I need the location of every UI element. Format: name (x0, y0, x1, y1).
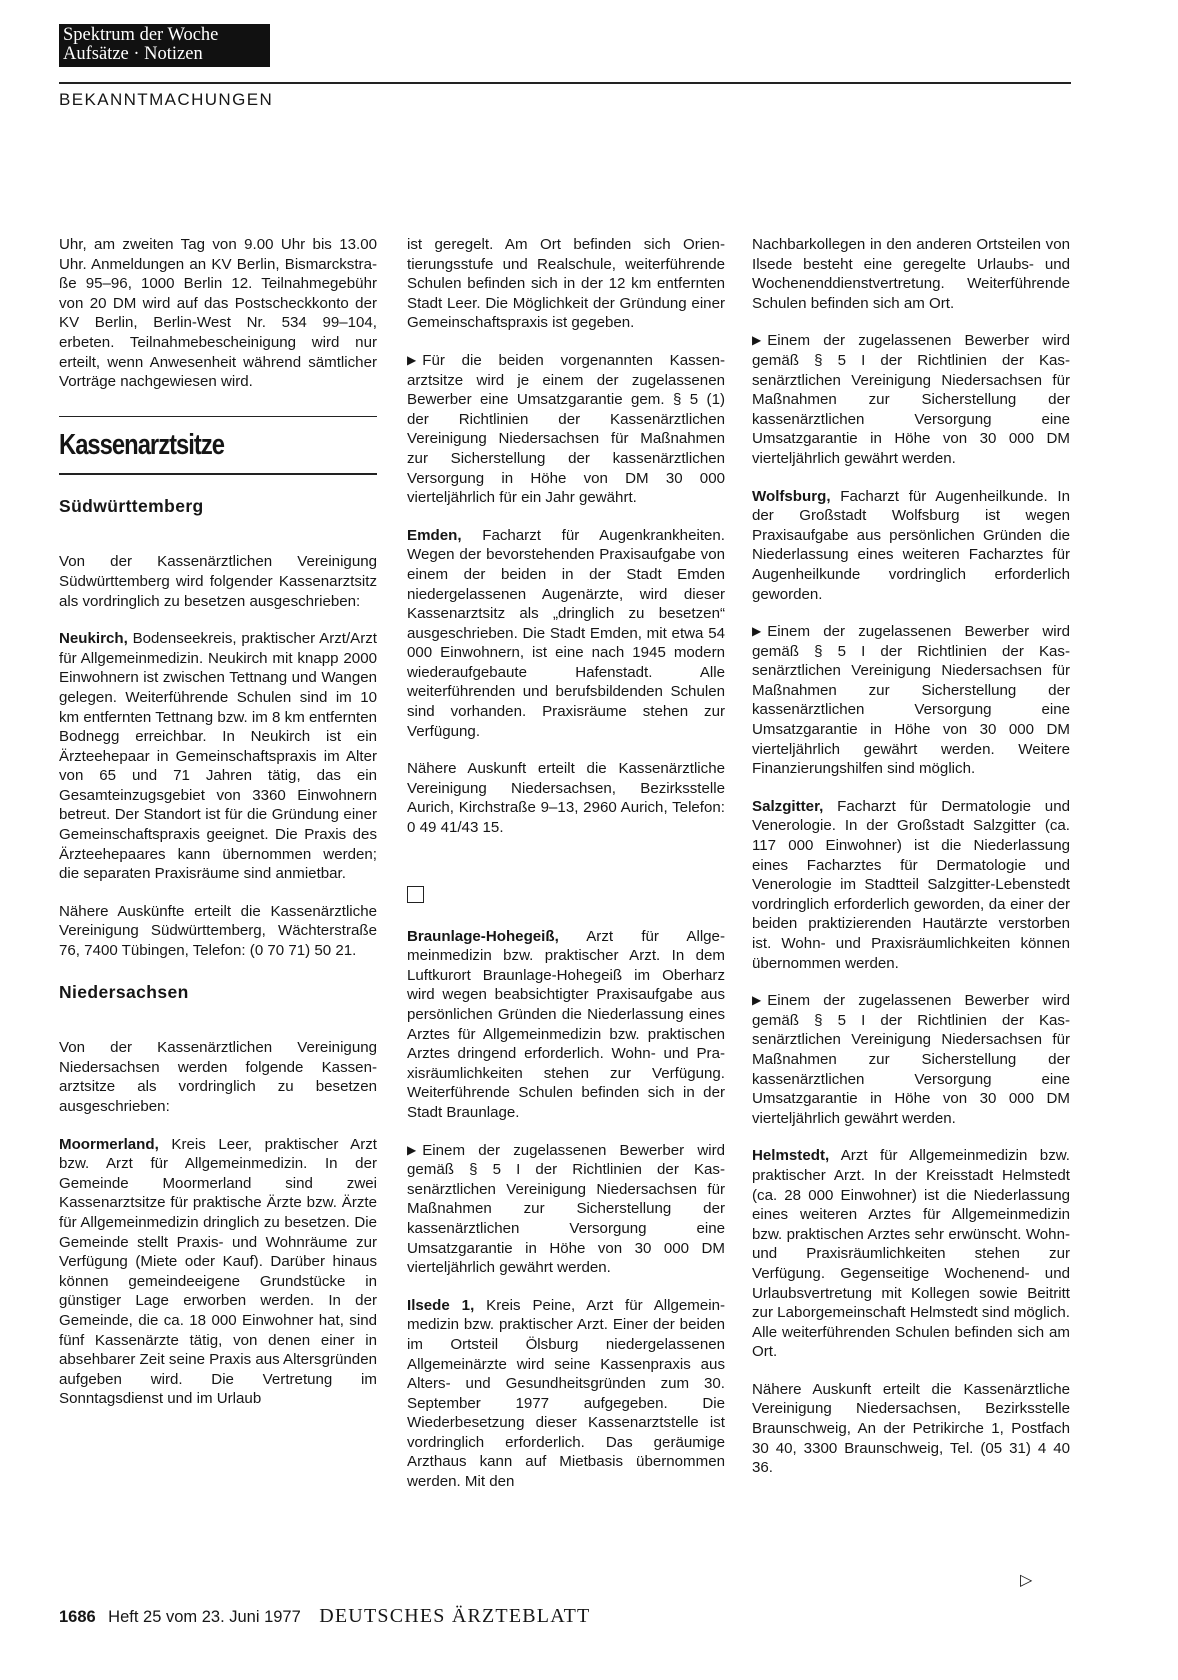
listing-text: Facharzt für Dermatologie und Venerologie. In der Großstadt Salzgitter (ca. 117 000 Einwohner) ist die Niederlassung eines Facharztes für Dermatologie und Venerologie im Stadtteil Salzgitter-Lebenstedt vordringlich erforderlich geworden, da einer der beiden praktizierenden Hautärzte verstorben ist. Wohn- und Praxisräumlichkeiten können übernommen werden. (752, 797, 1070, 972)
paragraph-text: Für die beiden vorgenannten Kassenarztsitze wird je einem der zugelassenen Bewerber eine Umsatzgarantie gem. § 5 (1) der Richtlinien der Kassenärztlichen Vereinigung Niedersachsen für Maßnahmen zur Sicherstellung der kassenärztlichen Versorgung in Höhe von DM 30 000 vierteljährlich für ein Jahr gewährt. (407, 351, 725, 507)
top-rule (59, 82, 1071, 84)
triangle-bullet-icon: ▶ (752, 624, 762, 639)
col3-paragraph-1: Nachbarkollegen in den anderen Ortsteilen von Ilsede besteht eine geregelte Urlaubs- und Wochenenddienstvertretung. Weiterführende Schulen befinden sich am Ort. (752, 236, 1070, 312)
listing-text: Bodenseekreis, praktischer Arzt/Arzt für Allgemeinmedizin. Neukirch mit knapp 2000 Einwohnern ist zwischen Tettnang und Wangen gelegen. Weiterführende Schulen sind im 10 km entfernten Tettnang bzw. im 8 km entfernten Bodnegg erreichbar. In Neukirch ist ein Ärzteehepaar in Gemeinschaftspraxis im Alter von 65 und 71 Jahren tätig, das ein Gesamteinzugsgebiet von 3360 Einwohnern betreut. Der Standort ist für die Gründung einer Gemeinschaftspraxis geeignet. Die Praxis des Ärzteehepaares kann übernommen werden; die separaten Praxisräume sind anmietbar. (59, 630, 377, 883)
triangle-bullet-icon: ▶ (752, 993, 762, 1008)
col2-paragraph-1: ist geregelt. Am Ort befinden sich Orientierungsstufe und Realschule, weiterführende Schulen befinden sich in der 12 km entfernten Stadt Leer. Die Möglichkeit der Gründung einer Gemeinschaftspraxis ist gegeben. (407, 236, 725, 332)
col2-paragraph-4 (407, 1141, 725, 1278)
title-rule-top (59, 416, 377, 418)
triangle-bullet-icon: ▶ (407, 1142, 417, 1157)
col1-intro: Uhr, am zweiten Tag von 9.00 Uhr bis 13.00 Uhr. Anmeldungen an KV Berlin, Bismarckstraße 95–96, 1000 Berlin 12. Teilnahmegebühr von 20 DM wird auf das Postscheckkonto der KV Berlin, Berlin-West Nr. 534 99–104, erbeten. Teilnahmebescheinigung wird nur erteilt, wenn Anwesenheit während sämtlicher Vorträge nachgewiesen wird. (59, 236, 377, 391)
paragraph-text: Einem der zugelassenen Bewerber wird gemäß § 5 I der Richtlinien der Kassenärztlichen Vereinigung Niedersachsen für Maßnahmen zur Sicherstellung der kassenärztlichen Versorgung eine Umsatzgarantie in Höhe von 30 000 DM vierteljährlich gewährt werden. Weitere Finanzierungshilfen sind möglich. (752, 623, 1070, 778)
listing-text: Kreis Leer, praktischer Arzt bzw. Arzt für Allgemeinmedizin. In der Gemeinde Moormerland sind zwei Kassenarztsitze für praktische Ärzte bzw. Ärzte für Allgemeinmedizin dringlich zu besetzen. Die Gemeinde stellt Praxis- und Wohnräume zur Verfügung (Miete oder Kauf). Darüber hinaus können gemeindeeigene Grundstücke in günstiger Lage erworben werden. In der Gemeinde, die ca. 18 000 Einwohner hat, sind fünf Kassenärzte tätig, von denen einer in absehbarer Zeit seine Praxis aus Altersgründen aufgeben wird. Die Vertretung im Sonntagsdienst und im Urlaub (59, 1135, 377, 1408)
region-heading-niedersachsen: Niedersachsen (59, 981, 189, 1002)
col2-paragraph-3: Nähere Auskunft erteilt die Kassenärztliche Vereinigung Niedersachsen, Bezirksstelle Aurich, Kirchstraße 9–13, 2960 Aurich, Telefon: 0 49 41/43 15. (407, 760, 725, 837)
column-1 (59, 235, 377, 1427)
paragraph-text: Einem der zugelassenen Bewerber wird gemäß § 5 I der Richtlinien der Kassenärztlichen Vereinigung Niedersachsen für Maßnahmen zur Sicherstellung der kassenärztlichen Versorgung eine Umsatzgarantie in Höhe von 30 000 DM vierteljährlich gewährt werden. (407, 1141, 725, 1277)
listing-text: Facharzt für Augenkrankheiten. Wegen der bevorstehenden Praxisaufgabe von einem der beiden in der Stadt Emden niedergelassenen Augenärzte, wird dieser Kassenarztsitz als „dringlich zu besetzen“ ausgeschrieben. Die Stadt Emden, mit etwa 54 000 Einwohnern, ist eine nach 1945 modern wiederaufgebaute Hafenstadt. Alle weiterführenden und berufsbildenden Schulen sind vorhanden. Praxisräume stehen zur Verfügung. (407, 526, 725, 740)
listing-neukirch (59, 629, 377, 884)
col1-paragraph-2: Nähere Auskünfte erteilt die Kassenärztliche Vereinigung Südwürttemberg, Wächterstraße 76, 7400 Tübingen, Telefon: (0 70 71) 50 21. (59, 902, 377, 960)
col3-paragraph-3 (752, 622, 1070, 779)
listing-wolfsburg (752, 487, 1070, 605)
masthead-line-1: Spektrum der Woche (63, 25, 219, 45)
listing-text: Arzt für Allgemeinmedizin bzw. praktischer Arzt. In der Kreisstadt Helmstedt (ca. 28 000 Einwohner) ist die Niederlassung eines weiteren Arztes für Allgemeinmedizin bzw. praktischen Arztes sehr erwünscht. Wohn- und Praxisräumlichkeiten stehen zur Verfügung. Gegenseitige Wochenend- und Urlaubsvertretung mit Kollegen sowie Beitritt zur Laborgemeinschaft Helmstedt sind möglich. Alle weiterführenden Schulen befinden sich am Ort. (752, 1147, 1070, 1361)
listing-name: Braunlage-Hohegeiß, (407, 927, 559, 945)
section-box-icon (407, 886, 424, 903)
listing-name: Moormerland, (59, 1135, 159, 1153)
journal-name: DEUTSCHES ÄRZTEBLATT (319, 1605, 591, 1627)
triangle-bullet-icon: ▶ (407, 352, 417, 367)
listing-salzgitter (752, 797, 1070, 973)
listing-braunlage (407, 927, 725, 1123)
listing-name: Helmstedt, (752, 1147, 830, 1165)
paragraph-text: Einem der zugelassenen Bewerber wird gemäß § 5 I der Richtlinien der Kassenärztlichen Vereinigung Niedersachsen für Maßnahmen zur Sicherstellung der kassenärztlichen Versorgung eine Umsatzgarantie in Höhe von 30 000 DM vierteljährlich gewährt werden. (752, 332, 1070, 467)
paragraph-text: Einem der zugelassenen Bewerber wird gemäß § 5 I der Richtlinien der Kassenärztlichen Vereinigung Niedersachsen für Maßnahmen zur Sicherstellung der kassenärztlichen Versorgung eine Umsatzgarantie in Höhe von 30 000 DM vierteljährlich gewährt werden. (752, 992, 1070, 1127)
listing-text: Kreis Peine, Arzt für Allgemeinmedizin bzw. praktischer Arzt. Einer der beiden im Ortsteil Ölsburg niedergelassenen Allgemeinärzte wird seine Kassenpraxis aus Alters- und Gesundheitsgründen zum 30. September 1977 aufgegeben. Die Wiederbesetzung dieser Kassenarztstelle ist vordringlich erforderlich. Das geräumige Arzthaus kann auf Mietbasis übernommen werden. Mit den (407, 1296, 726, 1491)
listing-moormerland (59, 1135, 377, 1409)
col3-paragraph-4 (752, 991, 1070, 1128)
listing-helmstedt (752, 1146, 1070, 1362)
listing-name: Ilsede 1, (407, 1296, 475, 1314)
listing-ilsede (407, 1296, 725, 1492)
listing-name: Neukirch, (59, 630, 128, 648)
column-3 (752, 235, 1070, 1496)
listing-text: Facharzt für Augenheilkunde. In der Großstadt Wolfsburg ist wegen Praxisaufgabe aus persönlichen Gründen die Niederlassung eines weiteren Facharztes für Augenheilkunde vordringlich erforderlich geworden. (752, 487, 1070, 603)
col3-paragraph-5: Nähere Auskunft erteilt die Kassenärztliche Vereinigung Niedersachsen, Bezirksstelle Braunschweig, An der Petrikirche 1, Postfach 30 40, 3300 Braunschweig, Tel. (05 31) 4 40 36. (752, 1380, 1070, 1477)
section-label: BEKANNTMACHUNGEN (59, 90, 274, 109)
col1-paragraph-3: Von der Kassenärztlichen Vereinigung Niedersachsen werden folgende Kassenarztsitze als vordringlich zu besetzen ausgeschrieben: (59, 1039, 377, 1115)
column-2 (407, 235, 725, 1510)
region-heading-suedwuerttemberg: Südwürttemberg (59, 495, 204, 516)
page-title: Kassenarztsitze (59, 429, 224, 462)
listing-name: Wolfsburg, (752, 487, 831, 505)
triangle-bullet-icon: ▶ (752, 333, 762, 348)
title-rule-bottom (59, 473, 377, 475)
masthead (59, 24, 270, 67)
listing-name: Salzgitter, (752, 797, 824, 815)
page-number: 1686 (59, 1608, 96, 1626)
continue-arrow-icon: ▷ (1020, 1572, 1033, 1589)
col3-paragraph-2 (752, 331, 1070, 468)
listing-emden (407, 526, 725, 742)
listing-text: Arzt für Allgemeinmedizin bzw. praktischer Arzt. In dem Luftkurort Braunlage-Hohegeiß im Oberharz wird wegen beabsichtigter Praxisaufgabe aus persönlichen Gründen die Niederlassung eines Arztes für Allgemeinmedizin bzw. praktischen Arztes dringend erforderlich. Wohn- und Praxisräumlichkeiten stehen zur Verfügung. Weiterführende Schulen befinden sich in der Stadt Braunlage. (407, 927, 725, 1121)
issue-info: Heft 25 vom 23. Juni 1977 (108, 1608, 301, 1626)
col1-paragraph-1: Von der Kassenärztlichen Vereinigung Südwürttemberg wird folgender Kassenarztsitz als vordringlich zu besetzen ausgeschrieben: (59, 553, 377, 610)
col2-paragraph-2 (407, 351, 725, 508)
listing-name: Emden, (407, 526, 462, 544)
page-footer (59, 1605, 590, 1628)
masthead-line-2: Aufsätze · Notizen (63, 44, 203, 64)
